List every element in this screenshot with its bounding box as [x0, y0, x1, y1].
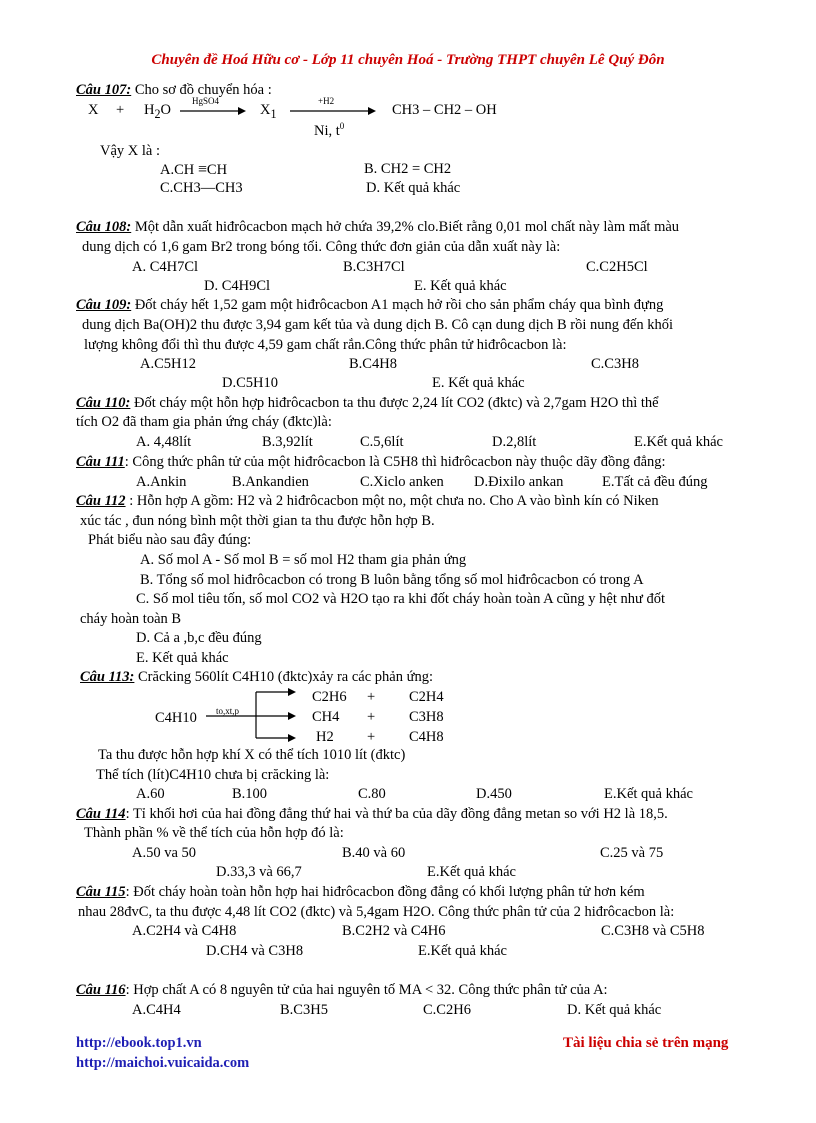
- option-d: D.CH4 và C3H8: [206, 943, 304, 959]
- question-text: lượng không đổi thì thu được 4,59 gam chất rắn.Công thức phân tử hiđrôcacbon là:: [84, 337, 567, 353]
- product-1b: C2H4: [409, 689, 444, 705]
- question-text: dung dịch Ba(OH)2 thu được 3,94 gam kết tủa và dung dịch B. Cô cạn dung dịch B rồi nung đến khối: [82, 317, 674, 333]
- question-text: Cho sơ đồ chuyển hóa :: [131, 82, 272, 98]
- option-b: B.C3H7Cl: [343, 259, 405, 275]
- question-text: Phát biểu nào sau đây đúng:: [88, 532, 252, 548]
- option-d: D. Kết quả khác: [567, 1002, 662, 1018]
- option-a: A.C2H4 và C4H8: [132, 923, 237, 939]
- single-bond-icon: —: [200, 180, 216, 196]
- option-e: E.Kết quả khác: [427, 864, 516, 880]
- option-c: C.C2H6: [423, 1002, 471, 1018]
- arrow-right-icon: [180, 106, 246, 116]
- scheme-x1: $X_1$: [260, 102, 277, 121]
- option-c: C.C2H5Cl: [586, 259, 648, 275]
- option-b: B. Tổng số mol hiđrôcacbon có trong B luôn bằng tổng số mol hiđrôcacbon có trong A: [140, 572, 644, 588]
- product-2b: C3H8: [409, 709, 444, 725]
- option-b: B.C2H2 và C4H6: [342, 923, 446, 939]
- option-b: B.C4H8: [349, 356, 397, 372]
- scheme-h2o: $H_2O$: [144, 102, 172, 121]
- reactant: C4H10: [155, 710, 197, 726]
- product-3b: C4H8: [409, 729, 444, 745]
- question-text: Ta thu được hỗn hợp khí X có thể tích 1010 lít (đktc): [98, 747, 406, 763]
- option-c: C.25 và 75: [600, 845, 664, 861]
- question-110: Câu 110: Đốt cháy một hỗn hợp hiđrôcacbon ta thu được 2,24 lít CO2 (đktc) và 2,7gam H2O thì thể: [76, 395, 659, 411]
- question-text: tích O2 đã tham gia phản ứng cháy (đktc)là:: [76, 414, 332, 430]
- option-a: A.Ankin: [136, 474, 187, 490]
- option-d: D. Kết quả khác: [366, 180, 461, 196]
- option-d: D. C4H9Cl: [204, 278, 271, 294]
- option-e: E.Kết quả khác: [604, 786, 693, 802]
- option-c: C.5,6lít: [360, 434, 404, 450]
- branch-arrows-icon: [206, 688, 296, 744]
- option-b: B.3,92lít: [262, 434, 313, 450]
- cracking-condition: to,xt,p: [216, 706, 240, 716]
- scheme-x: X: [88, 102, 99, 118]
- page-header: Chuyên đề Hoá Hữu cơ - Lớp 11 chuyên Hoá - Trường THPT chuyên Lê Quý Đôn: [151, 52, 665, 68]
- arrow-right-icon: [290, 106, 376, 116]
- question-114: Câu 114: Tỉ khối hơi của hai đồng đẳng thứ hai và thứ ba của dãy đồng đẳng metan so với H2 là 18,5.: [76, 806, 668, 822]
- option-a: A.C5H12: [140, 356, 196, 372]
- product-3a: H2: [316, 729, 334, 745]
- option-d: D.C5H10: [222, 375, 278, 391]
- question-111: Câu 111: Công thức phân tử của một hiđrôcacbon là C5H8 thì hiđrôcacbon này thuộc dãy đồng đẳng:: [76, 454, 666, 470]
- option-b: B.100: [232, 786, 268, 802]
- product-1a: C2H6: [312, 689, 347, 705]
- arrow2-bottom-label: Ni, $t^0$: [314, 121, 345, 139]
- option-c: C.C3H8 và C5H8: [601, 923, 705, 939]
- option-b: B.C3H5: [280, 1002, 328, 1018]
- option-d: D.2,8lít: [492, 434, 537, 450]
- plus-sign: +: [367, 709, 376, 725]
- option-e: E. Kết quả khác: [136, 650, 229, 666]
- option-b: B.40 và 60: [342, 845, 406, 861]
- option-e: E. Kết quả khác: [414, 278, 507, 294]
- scheme-plus: +: [116, 102, 125, 118]
- option-d: D. Cả a ,b,c đều đúng: [136, 630, 262, 646]
- product-2a: CH4: [312, 709, 340, 725]
- option-c: C. Số mol tiêu tốn, số mol CO2 và H2O tạo ra khi đốt cháy hoàn toàn A cũng y hệt như đốt: [136, 591, 666, 607]
- option-c: C.Xiclo anken: [360, 474, 444, 490]
- question-text: dung dịch có 1,6 gam Br2 trong bóng tối. Công thức đơn giản của dẫn xuất này là:: [82, 239, 561, 255]
- option-e: E.Tất cả đều đúng: [602, 474, 708, 490]
- question-109: Câu 109: Đốt cháy hết 1,52 gam một hiđrôcacbon A1 mạch hở rồi cho sản phẩm cháy qua bình đựng: [76, 297, 664, 313]
- question-text: Thể tích (lít)C4H10 chưa bị crăcking là:: [96, 767, 330, 783]
- option-a: A.C4H4: [132, 1002, 181, 1018]
- option-c-cont: cháy hoàn toàn B: [80, 611, 182, 627]
- arrow2-top-label: +H2: [318, 96, 335, 106]
- scheme-product: CH3 – CH2 – OH: [392, 102, 497, 118]
- option-e: E.Kết quả khác: [418, 943, 507, 959]
- plus-sign: +: [367, 689, 376, 705]
- question-116: Câu 116: Hợp chất A có 8 nguyên tử của hai nguyên tố MA < 32. Công thức phân tử của A:: [76, 982, 608, 998]
- question-text: nhau 28đvC, ta thu được 4,48 lít CO2 (đktc) và 5,4gam H2O. Công thức phân tử của 2 hiđrôcacbon là:: [78, 904, 675, 920]
- footer-note: Tài liệu chia sẻ trên mạng: [563, 1035, 729, 1051]
- footer-link-ebook[interactable]: http://ebook.top1.vn: [76, 1035, 202, 1051]
- question-text: xúc tác , đun nóng bình một thời gian ta thu được hỗn hợp B.: [80, 513, 435, 529]
- option-a: A.50 va 50: [132, 845, 197, 861]
- option-e: E.Kết quả khác: [634, 434, 723, 450]
- option-d: D.33,3 và 66,7: [216, 864, 302, 880]
- option-a: A. 4,48lít: [136, 434, 192, 450]
- option-c: C.C3H8: [591, 356, 639, 372]
- option-d: D.Đixilo ankan: [474, 474, 564, 490]
- question-108: Câu 108: Một dẫn xuất hiđrôcacbon mạch hở chứa 39,2% clo.Biết rằng 0,01 mol chất này làm mất màu: [76, 219, 680, 235]
- plus-sign: +: [367, 729, 376, 745]
- question-ask: Vậy X là :: [100, 143, 160, 159]
- question-112: Câu 112 : Hỗn hợp A gồm: H2 và 2 hiđrôcacbon một no, một chưa no. Cho A vào bình kín có Niken: [76, 493, 659, 509]
- footer-link-maichoi[interactable]: http://maichoi.vuicaida.com: [76, 1055, 250, 1071]
- option-a: A.60: [136, 786, 165, 802]
- question-113: Câu 113: Crăcking 560lít C4H10 (đktc)xảy ra các phản ứng:: [80, 669, 433, 685]
- question-115: Câu 115: Đốt cháy hoàn toàn hỗn hợp hai hiđrôcacbon đồng đẳng có khối lượng phân tử hơn kém: [76, 884, 645, 900]
- question-label: Câu 107:: [76, 82, 132, 98]
- arrow1-label: HgSO4: [192, 96, 220, 106]
- option-a: A. Số mol A - Số mol B = số mol H2 tham gia phản ứng: [140, 552, 467, 568]
- triple-bond-icon: ≡: [197, 161, 207, 178]
- option-d: D.450: [476, 786, 512, 802]
- option-a: A. C4H7Cl: [132, 259, 199, 275]
- question-text: Thành phần % về thể tích của hỗn hợp đó là:: [84, 825, 344, 841]
- option-b: B. CH2 = CH2: [364, 161, 452, 177]
- question-107: [76, 82, 272, 99]
- option-c: C.80: [358, 786, 386, 802]
- option-e: E. Kết quả khác: [432, 375, 525, 391]
- option-c: C.CH3—CH3: [160, 180, 243, 196]
- option-b: B.Ankandien: [232, 474, 309, 490]
- option-a: A.CH ≡CH: [160, 161, 228, 178]
